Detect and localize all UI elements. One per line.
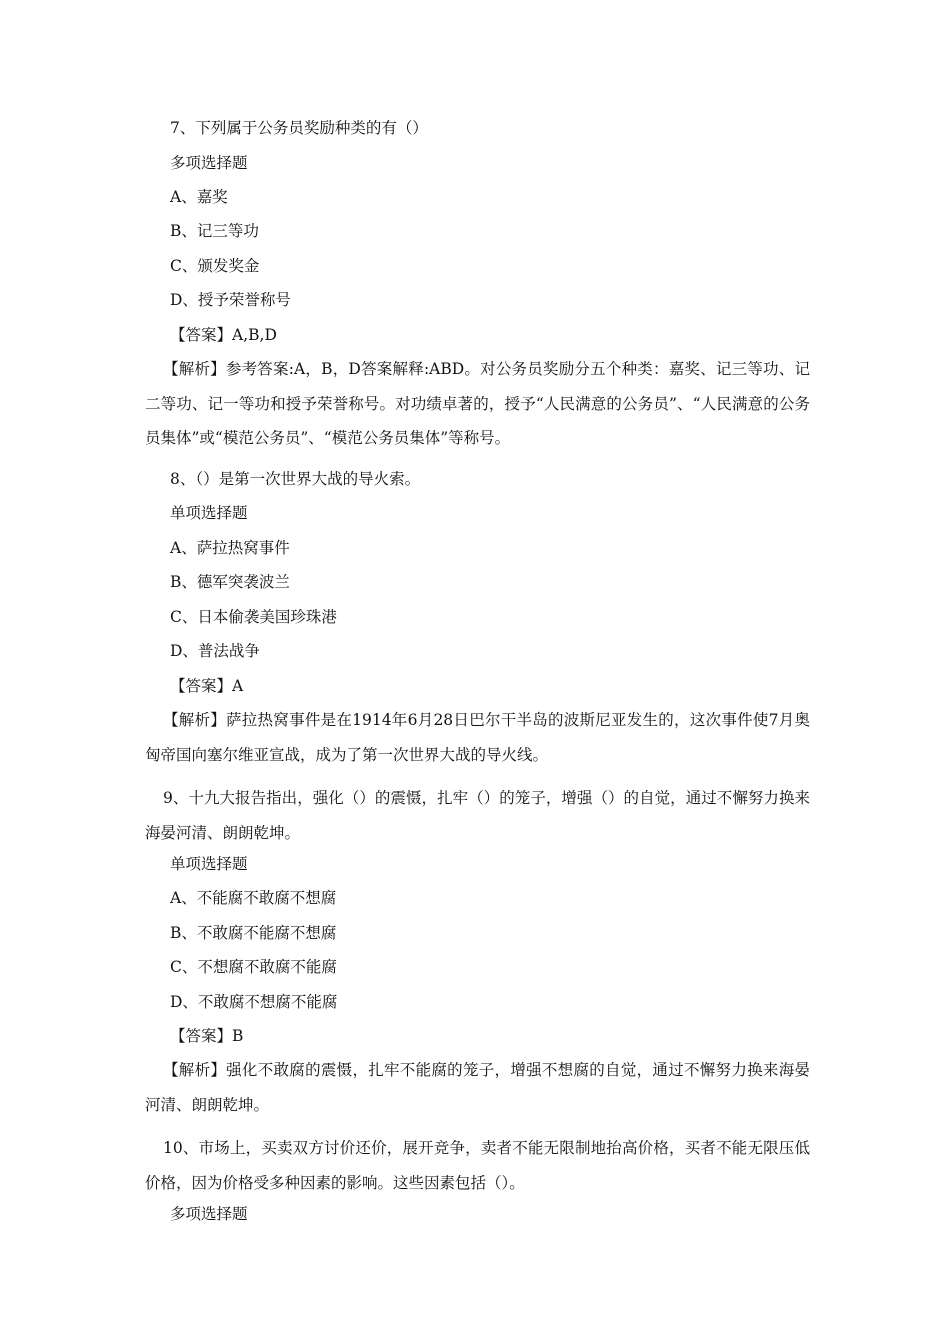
question-10-type: 多项选择题 — [170, 1205, 248, 1223]
question-9-option-d: D、不敢腐不想腐不能腐 — [170, 993, 338, 1011]
question-8-option-b: B、德军突袭波兰 — [170, 573, 290, 591]
question-8-type: 单项选择题 — [170, 504, 248, 522]
question-9-stem: 9、十九大报告指出，强化（）的震慑，扎牢（）的笼子，增强（）的自觉，通过不懈努力换来海晏河清、朗朗乾坤。 — [145, 789, 810, 842]
question-9-option-c: C、不想腐不敢腐不能腐 — [170, 958, 337, 976]
question-7-option-c: C、颁发奖金 — [170, 257, 260, 275]
question-7-type: 多项选择题 — [170, 154, 248, 172]
question-9-answer: 【答案】B — [170, 1027, 244, 1045]
question-8-explanation: 【解析】萨拉热窝事件是在1914年6月28日巴尔干半岛的波斯尼亚发生的，这次事件使7月奥匈帝国向塞尔维亚宣战，成为了第一次世界大战的导火线。 — [145, 711, 810, 764]
question-7-option-d: D、授予荣誉称号 — [170, 291, 291, 309]
question-10-stem: 10、市场上，买卖双方讨价还价，展开竞争，卖者不能无限制地抬高价格，买者不能无限压低价格，因为价格受多种因素的影响。这些因素包括（）。 — [145, 1139, 810, 1192]
question-7-option-a: A、嘉奖 — [170, 188, 228, 206]
question-7-option-b: B、记三等功 — [170, 222, 259, 240]
question-8-answer: 【答案】A — [170, 677, 244, 695]
question-7-answer: 【答案】A,B,D — [170, 326, 277, 344]
question-9-option-b: B、不敢腐不能腐不想腐 — [170, 924, 337, 942]
question-9-option-a: A、不能腐不敢腐不想腐 — [170, 889, 337, 907]
question-7-explanation: 【解析】参考答案:A，B，D答案解释:ABD。对公务员奖励分五个种类：嘉奖、记三等功、记二等功、记一等功和授予荣誉称号。对功绩卓著的，授予“人民满意的公务员”、“人民满意的公务员集体”或“模范公务员”、“模范公务员集体”等称号。 — [145, 360, 810, 447]
question-8-option-d: D、普法战争 — [170, 642, 260, 660]
question-9-type: 单项选择题 — [170, 855, 248, 873]
question-9-explanation: 【解析】强化不敢腐的震慑，扎牢不能腐的笼子，增强不想腐的自觉，通过不懈努力换来海晏河清、朗朗乾坤。 — [145, 1061, 810, 1114]
question-8-stem: 8、（）是第一次世界大战的导火索。 — [170, 470, 421, 488]
question-7-stem: 7、下列属于公务员奖励种类的有（） — [170, 119, 428, 137]
question-8-option-c: C、日本偷袭美国珍珠港 — [170, 608, 337, 626]
question-8-option-a: A、萨拉热窝事件 — [170, 539, 290, 557]
